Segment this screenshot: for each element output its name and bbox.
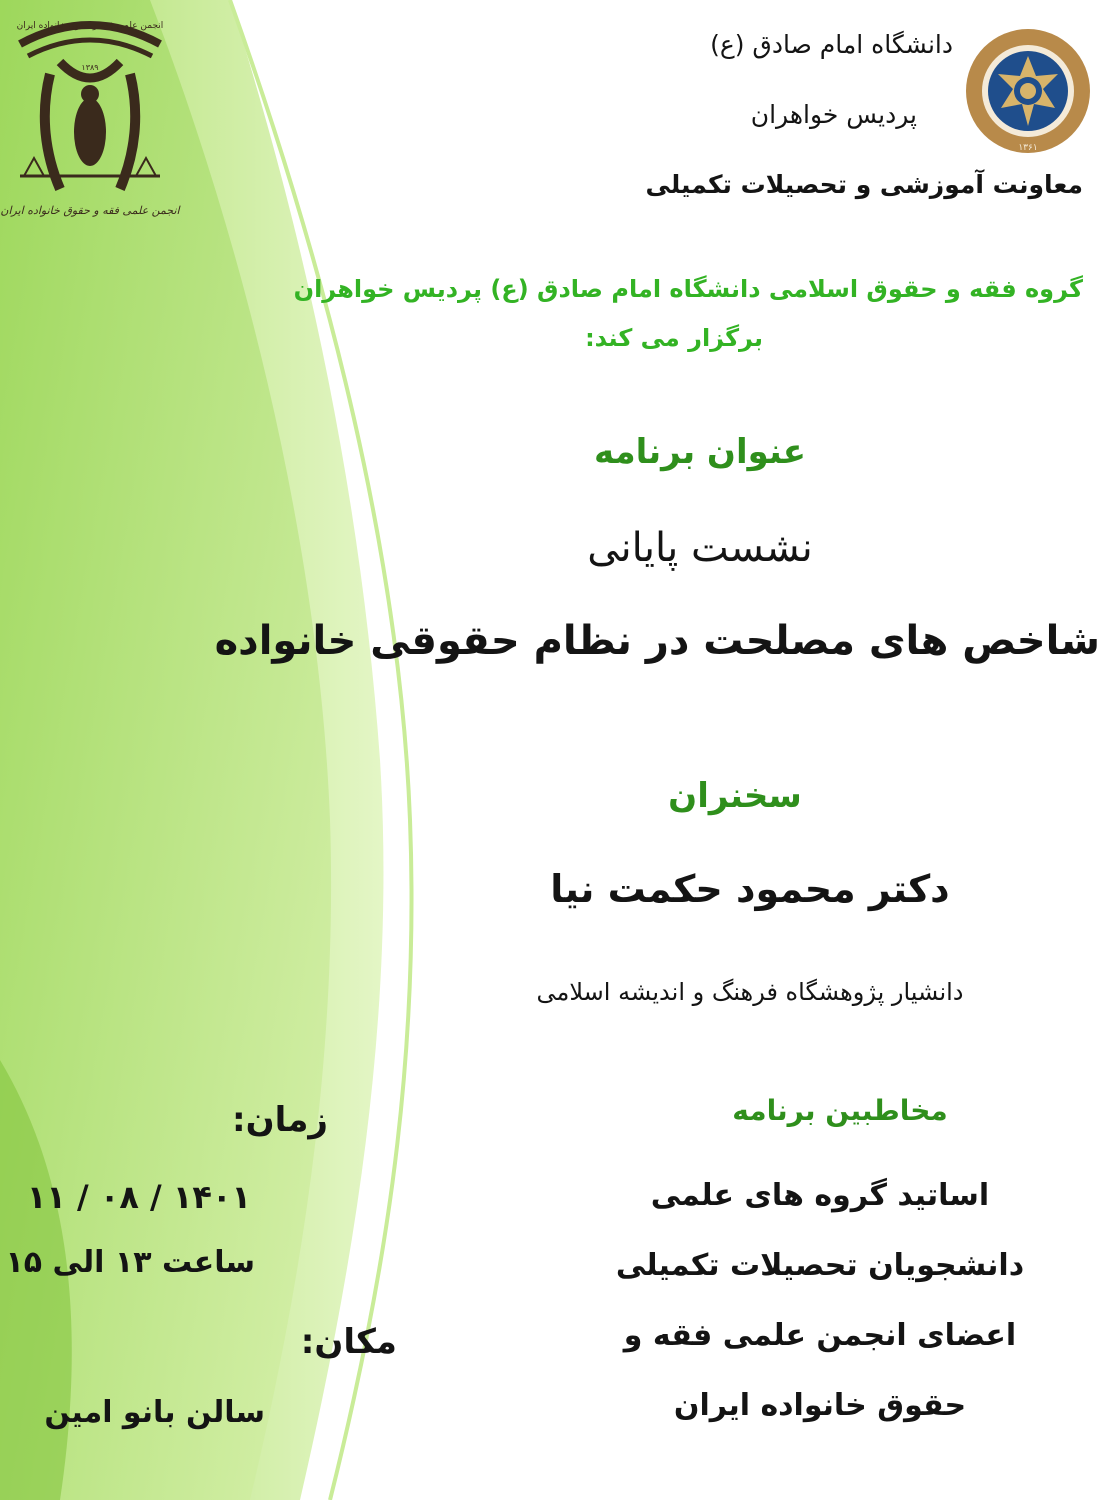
logo-left-top-text: انجمن علمی فقه و حقوق خانواده ایران <box>16 21 164 31</box>
audience-item-2: دانشجویان تحصیلات تکمیلی <box>615 1248 1025 1283</box>
speaker-name: دکتر محمود حکمت نیا <box>550 867 950 911</box>
audience-item-4: حقوق خانواده ایران <box>673 1388 967 1423</box>
logo-left-bottom-text: انجمن علمی فقه و حقوق خانواده ایران <box>0 204 180 217</box>
university-seal-logo <box>963 26 1093 156</box>
event-date: ۱۴۰۱ / ۰۸ / ۱۱ <box>26 1178 251 1216</box>
audience-heading: مخاطبین برنامه <box>732 1094 948 1127</box>
deputy-name: معاونت آموزشی و تحصیلات تکمیلی <box>645 170 1083 199</box>
logo-left-year: ۱۳۸۹ <box>81 63 99 72</box>
speaker-affiliation: دانشیار پژوهشگاه فرهنگ و اندیشه اسلامی <box>536 978 964 1006</box>
event-venue: سالن بانو امین <box>44 1395 265 1430</box>
university-name: دانشگاه امام صادق (ع) <box>710 30 953 59</box>
program-heading: عنوان برنامه <box>593 432 807 472</box>
campus-name: پردیس خواهران <box>750 100 917 129</box>
place-label: مکان: <box>300 1322 397 1362</box>
event-hours: ساعت ۱۳ الی ۱۵ <box>5 1245 255 1280</box>
speakers-heading: سخنران <box>668 776 802 816</box>
organizer-line-2: برگزار می کند: <box>585 324 763 352</box>
organizer-line-1: گروه فقه و حقوق اسلامی دانشگاه امام صادق (ع) پردیس خواهران <box>293 275 1083 303</box>
program-session: نشست پایانی <box>587 525 813 571</box>
seal-year: ۱۳۶۱ <box>1018 143 1038 153</box>
audience-item-1: اساتید گروه های علمی <box>650 1178 990 1213</box>
program-topic: شاخص های مصلحت در نظام حقوقی خانواده <box>214 618 1100 664</box>
association-logo <box>0 14 180 224</box>
time-label: زمان: <box>231 1100 328 1140</box>
audience-item-3: اعضای انجمن علمی فقه و <box>623 1318 1017 1353</box>
